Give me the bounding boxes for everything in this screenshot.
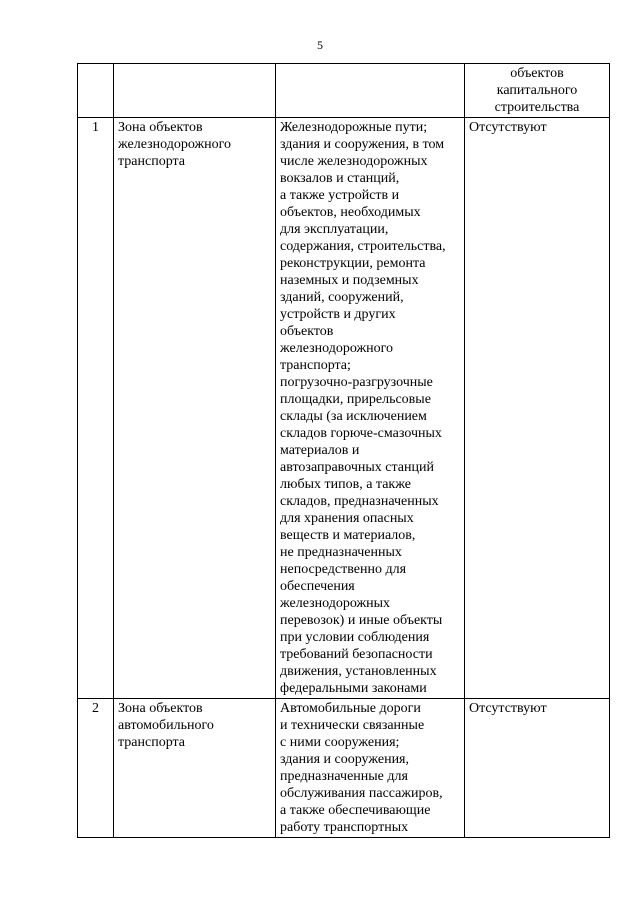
uses-line: обслуживания пассажиров, <box>280 786 443 801</box>
uses-line: складов, предназначенных <box>280 494 439 509</box>
uses-line: площадки, прирельсовые <box>280 392 431 407</box>
header-cond-line: капитального <box>496 83 578 98</box>
uses-line: и технически связанные <box>280 718 425 733</box>
uses-line: числе железнодорожных <box>280 154 428 169</box>
uses-line: а также обеспечивающие <box>280 803 431 818</box>
uses-line: железнодорожных <box>280 596 391 611</box>
permitted-uses-cell <box>276 699 465 838</box>
table-header-continuation-row <box>78 64 610 118</box>
zones-table <box>77 63 610 838</box>
row-number: 1 <box>78 118 114 699</box>
uses-line: Железнодорожные пути; <box>280 120 428 135</box>
zone-name-line: Зона объектов <box>118 120 203 135</box>
uses-line: при условии соблюдения <box>280 630 430 645</box>
zone-name-cell <box>114 699 276 838</box>
header-cell-conditions <box>465 64 610 118</box>
uses-line: здания и сооружения, <box>280 752 410 767</box>
table-row-road-zone <box>78 699 610 838</box>
uses-line: веществ и материалов, <box>280 528 416 543</box>
uses-line: любых типов, а также <box>280 477 411 492</box>
uses-line: реконструкции, ремонта <box>280 256 426 271</box>
uses-line: непосредственно для <box>280 562 407 577</box>
conditions-cell: Отсутствуют <box>465 699 610 838</box>
uses-line: а также устройств и <box>280 188 400 203</box>
permitted-uses-cell <box>276 118 465 699</box>
zone-name-line: Зона объектов <box>118 701 203 716</box>
row-number: 2 <box>78 699 114 838</box>
header-cond-line: объектов <box>510 66 564 81</box>
uses-line: объектов, необходимых <box>280 205 421 220</box>
uses-line: материалов и <box>280 443 360 458</box>
uses-line: содержания, строительства, <box>280 239 446 254</box>
uses-line: склады (за исключением <box>280 409 427 424</box>
zone-name-line: автомобильного <box>118 718 214 733</box>
uses-line: федеральными законами <box>280 681 427 696</box>
zone-name-cell <box>114 118 276 699</box>
uses-line: зданий, сооружений, <box>280 290 404 305</box>
uses-line: обеспечения <box>280 579 355 594</box>
table-row-railway-zone <box>78 118 610 699</box>
uses-line: для хранения опасных <box>280 511 414 526</box>
page-number: 5 <box>317 38 323 52</box>
uses-line: транспорта; <box>280 358 351 373</box>
uses-line: объектов <box>280 324 334 339</box>
uses-line: наземных и подземных <box>280 273 419 288</box>
uses-line: работу транспортных <box>280 820 409 835</box>
zone-name-line: транспорта <box>118 735 186 750</box>
uses-line: здания и сооружения, в том <box>280 137 445 152</box>
header-cell-permitted-uses <box>276 64 465 118</box>
header-cell-number <box>78 64 114 118</box>
zone-name-line: транспорта <box>118 154 186 169</box>
uses-line: вокзалов и станций, <box>280 171 400 186</box>
uses-line: для эксплуатации, <box>280 222 389 237</box>
uses-line: Автомобильные дороги <box>280 701 421 716</box>
uses-line: предназначенные для <box>280 769 408 784</box>
uses-line: погрузочно-разгрузочные <box>280 375 433 390</box>
uses-line: устройств и других <box>280 307 396 322</box>
conditions-cell: Отсутствуют <box>465 118 610 699</box>
uses-line: движения, установленных <box>280 664 437 679</box>
uses-line: железнодорожного <box>280 341 394 356</box>
uses-line: не предназначенных <box>280 545 402 560</box>
uses-line: перевозок) и иные объекты <box>280 613 443 628</box>
uses-line: автозаправочных станций <box>280 460 434 475</box>
uses-line: складов горюче-смазочных <box>280 426 442 441</box>
header-cell-zone-name <box>114 64 276 118</box>
uses-line: требований безопасности <box>280 647 433 662</box>
zone-name-line: железнодорожного <box>118 137 232 152</box>
header-cond-line: строительства <box>494 100 580 115</box>
uses-line: с ними сооружения; <box>280 735 400 750</box>
